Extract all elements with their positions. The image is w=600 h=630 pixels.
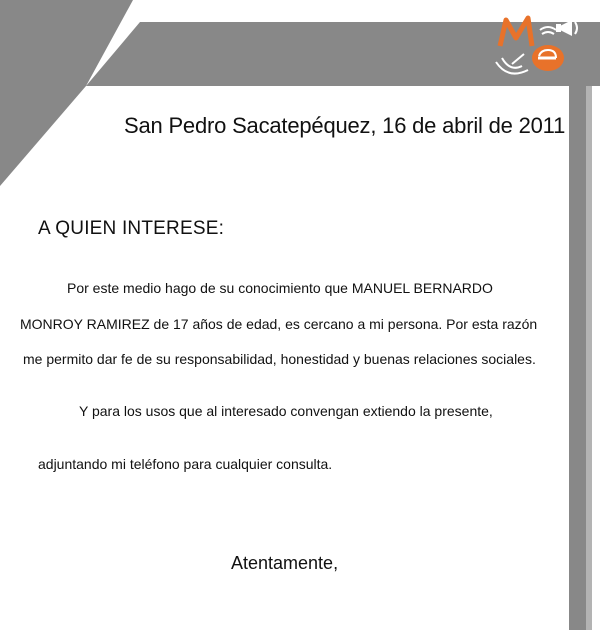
greeting: A QUIEN INTERESE: [38,218,225,239]
company-logo [488,12,583,84]
band-right-shadow [586,86,592,630]
band-diagonal [0,0,133,186]
body-line: Y para los usos que al interesado convengan extiendo la presente, [79,403,493,419]
date-line: San Pedro Sacatepéquez, 16 de abril de 2011 [124,113,566,138]
body-line: Por este medio hago de su conocimiento que MANUEL BERNARDO [67,280,493,296]
body-line: adjuntando mi teléfono para cualquier consulta. [38,456,333,472]
logo-letter-e [532,45,564,71]
megaphone-icon [556,20,577,36]
body-line: MONROY RAMIREZ de 17 años de edad, es cercano a mi persona. Por esta razón [20,316,538,332]
body-line: me permito dar fe de su responsabilidad, honestidad y buenas relaciones sociales. [23,351,536,367]
band-right-edge [569,86,586,630]
closing: Atentamente, [231,553,339,573]
logo-letter-m [500,18,532,46]
